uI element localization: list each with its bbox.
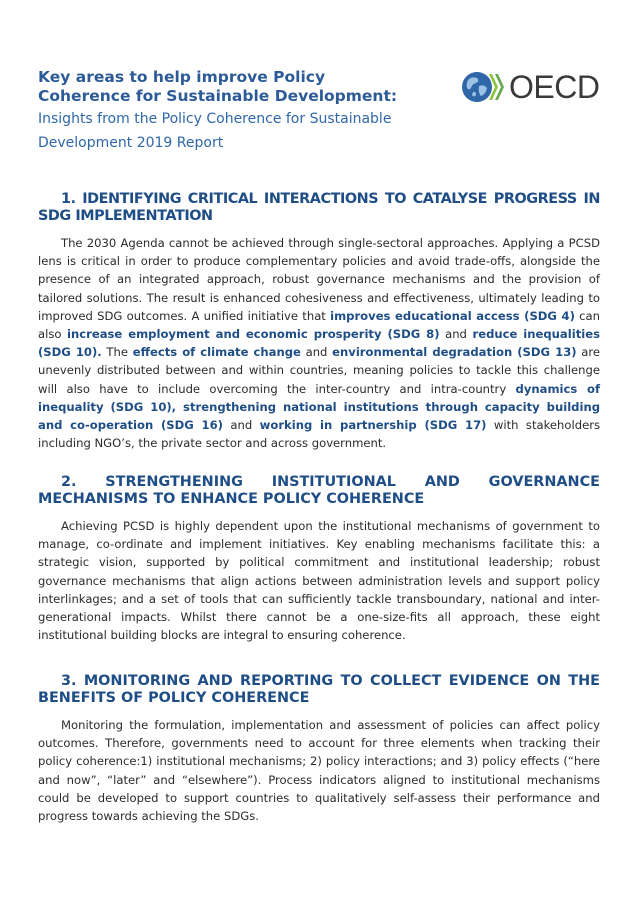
title-line-1: Key areas to help improve Policy <box>38 68 326 86</box>
section-title: 1. IDENTIFYING CRITICAL INTERACTIONS TO CATALYSE PROGRESS IN SDG IMPLEMENTATION <box>38 191 600 224</box>
section-body: Monitoring the formulation, implementation and assessment of policies can affect policy outcomes. Therefore, governments need to account for three elements when tracking their policy coherence:1) institutional mechanisms; 2) policy interactions; and 3) policy effects (“here and now”, “later” and “elsewhere”). Process indicators aligned to institutional mechanisms could be developed to support countries to qualitatively self-assess their performance and progress towards achieving the SDGs. <box>38 718 600 824</box>
emphasis-text: dynamics of inequality (SDG 10), strengthening national institutions through capacity building and co-operation (SDG 16) <box>38 381 600 433</box>
section-body: The 2030 Agenda cannot be achieved through single-sectoral approaches. Applying a PCSD lens is critical in order to produce complementary policies and avoid trade-offs, alongside the presence of an integrated approach, robust governance mechanisms and the provision of tailored solutions. The result is enhanced cohesiveness and effectiveness, ultimately leading to improved SDG outcomes. A unified initiative that improves educational access (SDG 4) can also increase employment and economic prosperity (SDG 8) and reduce inequalities (SDG 10). The effects of climate change and environmental degradation (SDG 13) are unevenly distributed between and within countries, meaning policies to tackle this challenge will also have to include overcoming the inter-country and intra-country dynamics of inequality (SDG 10), strengthening national institutions through capacity building and co-operation (SDG 16) and working in partnership (SDG 17) with stakeholders including NGO’s, the private sector and across government. <box>38 236 601 451</box>
section-body: Achieving PCSD is highly dependent upon the institutional mechanisms of government to manage, co-ordinate and implement initiatives. Key enabling mechanisms facilitate this: a strategic vision, supported by political commitment and institutional leadership; robust governance mechanisms that align actions between administration levels and support policy interlinkages; and a set of tools that can sufficiently tackle transboundary, national and inter-generational impacts. Whilst there cannot be a one-size-fits all approach, these eight institutional building blocks are integral to ensuring coherence. <box>38 519 600 643</box>
document-subtitle: Insights from the Policy Coherence for Sustainable Development 2019 Report <box>38 111 392 151</box>
section-critical-interactions <box>38 191 600 452</box>
section-monitoring-reporting <box>38 673 600 825</box>
section-title: 2. STRENGTHENING INSTITUTIONAL AND GOVERNANCE MECHANISMS TO ENHANCE POLICY COHERENCE <box>38 474 600 507</box>
emphasis-text: environmental degradation (SDG 13) <box>332 345 577 360</box>
section-title: 3. MONITORING AND REPORTING TO COLLECT EVIDENCE ON THE BENEFITS OF POLICY COHERENCE <box>38 673 600 706</box>
emphasis-text: improves educational access (SDG 4) <box>330 308 575 323</box>
emphasis-text: increase employment and economic prosperity (SDG 8) <box>67 327 440 342</box>
emphasis-text: reduce inequalities (SDG 10). <box>38 327 600 360</box>
oecd-wordmark: OECD <box>509 69 600 105</box>
document-header <box>38 68 438 155</box>
oecd-logo <box>462 70 602 104</box>
globe-chevrons-icon <box>462 70 506 104</box>
emphasis-text: effects of climate change <box>132 345 301 360</box>
section-institutional-mechanisms <box>38 474 600 644</box>
emphasis-text: working in partnership (SDG 17) <box>259 418 487 433</box>
title-line-2: Coherence for Sustainable Development: <box>38 87 398 105</box>
document-title <box>38 68 438 106</box>
